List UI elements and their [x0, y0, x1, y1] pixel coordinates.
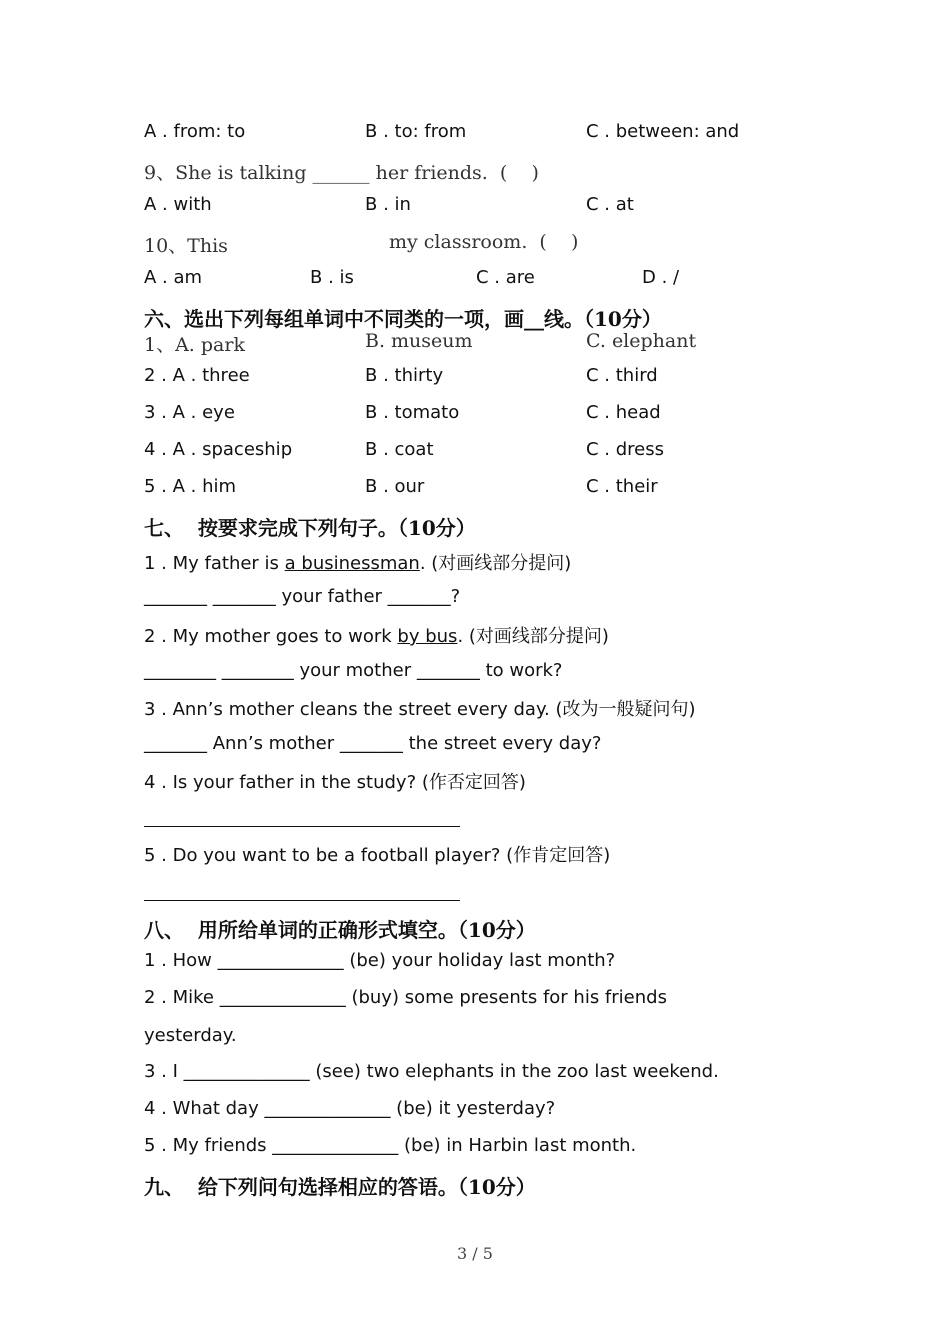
- q10-stem-right: my classroom. ( ): [389, 231, 579, 253]
- section9-title: 九、 给下列问句选择相应的答语。（10分）: [144, 1175, 536, 1199]
- s6-row5-a: 5 . A . him: [144, 476, 237, 497]
- q9-option-b: B . in: [365, 194, 411, 215]
- q8-option-b: B . to: from: [365, 121, 467, 142]
- q9-option-a: A . with: [144, 194, 212, 215]
- s7-q2-post: . (对画线部分提问): [457, 626, 609, 647]
- q8-option-c: C . between: and: [586, 121, 740, 142]
- s8-item2: 2 . Mike ______________ (buy) some presents for his friends: [144, 987, 667, 1008]
- q8-option-a: A . from: to: [144, 121, 246, 142]
- s7-q1-underlined: a businessman: [284, 553, 420, 574]
- s8-item5: 5 . My friends ______________ (be) in Harbin last month.: [144, 1135, 637, 1156]
- s8-item3: 3 . I ______________ (see) two elephants in the zoo last weekend.: [144, 1061, 719, 1082]
- section8-title: 八、 用所给单词的正确形式填空。（10分）: [144, 918, 536, 942]
- q10-option-c: C . are: [476, 267, 535, 288]
- s8-item2-cont: yesterday.: [144, 1025, 237, 1046]
- s7-q2-answer: ________ ________ your mother _______ to work?: [144, 660, 563, 681]
- s7-q2-pre: 2 . My mother goes to work: [144, 626, 398, 647]
- s6-row4-a: 4 . A . spaceship: [144, 439, 293, 460]
- section7-title: 七、 按要求完成下列句子。（10分）: [144, 516, 476, 540]
- s8-item4: 4 . What day ______________ (be) it yesterday?: [144, 1098, 556, 1119]
- s7-q3-answer: _______ Ann’s mother _______ the street every day?: [144, 733, 602, 754]
- s6-row5-b: B . our: [365, 476, 425, 497]
- s7-q3: 3 . Ann’s mother cleans the street every day. (改为一般疑问句): [144, 699, 696, 720]
- q10-option-b: B . is: [310, 267, 354, 288]
- s6-row1-a: 1、A. park: [144, 334, 245, 356]
- s6-row5-c: C . their: [586, 476, 658, 497]
- s7-q2-underlined: by bus: [397, 626, 458, 647]
- s6-row3-b: B . tomato: [365, 402, 460, 423]
- s6-row2-b: B . thirty: [365, 365, 444, 386]
- s6-row1-c: C. elephant: [586, 330, 697, 352]
- q10-stem-left: 10、This: [144, 235, 228, 257]
- s6-row2-c: C . third: [586, 365, 658, 386]
- s7-q2: [144, 622, 609, 648]
- q9-option-c: C . at: [586, 194, 634, 215]
- q9-stem: 9、She is talking ______ her friends. ( ): [144, 162, 539, 184]
- s7-q1: [144, 549, 571, 575]
- s7-q1-post: . (对画线部分提问): [419, 553, 572, 574]
- section6-title: 六、选出下列每组单词中不同类的一项，画__线。（10分）: [144, 307, 662, 331]
- s7-q4-answer-line: [144, 826, 460, 827]
- s6-row3-a: 3 . A . eye: [144, 402, 235, 423]
- s7-q1-answer: _______ _______ your father _______?: [144, 586, 461, 607]
- page-number: 3 / 5: [457, 1244, 493, 1263]
- s8-item1: 1 . How ______________ (be) your holiday last month?: [144, 950, 616, 971]
- s6-row3-c: C . head: [586, 402, 661, 423]
- q10-option-d: D . /: [642, 267, 680, 288]
- s7-q1-pre: 1 . My father is: [144, 553, 285, 574]
- s7-q5: 5 . Do you want to be a football player? (作肯定回答): [144, 845, 611, 866]
- s6-row4-b: B . coat: [365, 439, 434, 460]
- s6-row1-b: B. museum: [365, 330, 473, 352]
- s7-q5-answer-line: [144, 900, 460, 901]
- s6-row4-c: C . dress: [586, 439, 664, 460]
- q10-option-a: A . am: [144, 267, 203, 288]
- s6-row2-a: 2 . A . three: [144, 365, 250, 386]
- s7-q4: 4 . Is your father in the study? (作否定回答): [144, 772, 526, 793]
